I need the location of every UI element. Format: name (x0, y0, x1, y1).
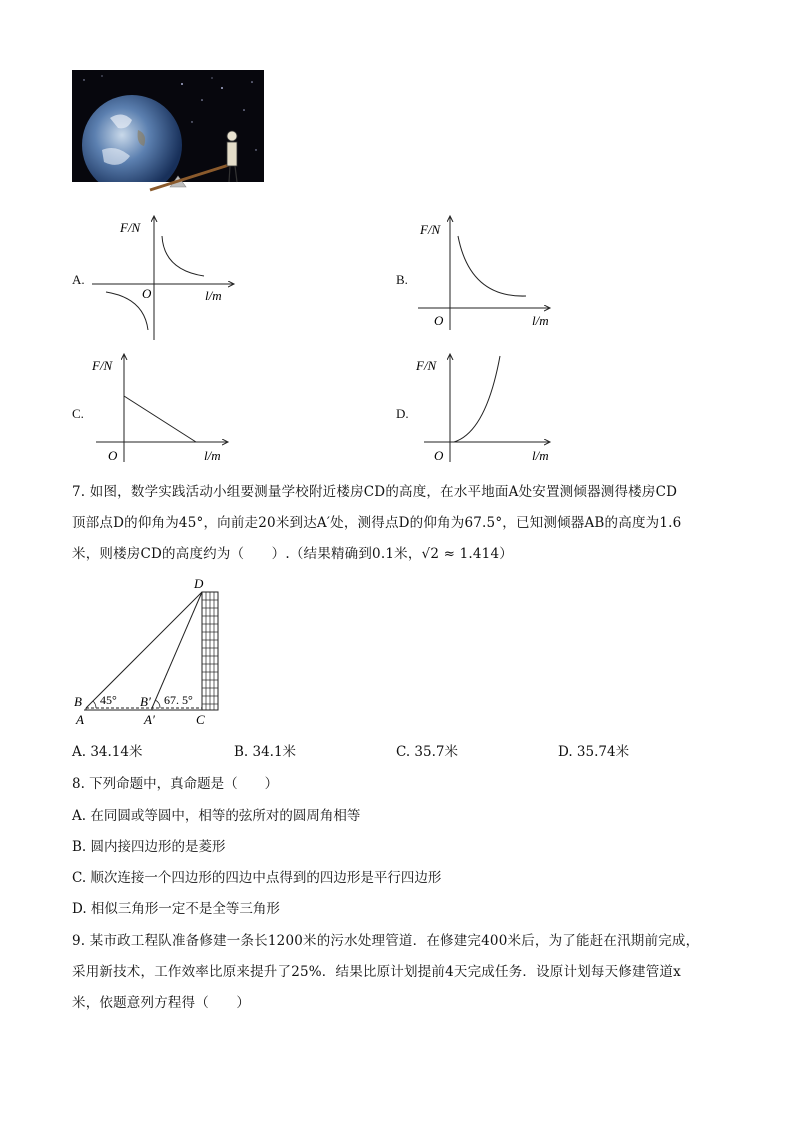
q8-stem: 8. 下列命题中，真命题是（ ） (72, 776, 279, 792)
graph-d-ylabel: F/N (416, 358, 437, 373)
option-b-label: B. (396, 272, 408, 287)
q7-option-d: D. 35.74米 (558, 744, 630, 760)
q7-line-3: 米，则楼房CD的高度约为（ ）.（结果精确到0.1米，√2 ≈ 1.414） (72, 546, 513, 562)
graph-a-hyperbola (92, 212, 242, 342)
graph-c-xlabel: l/m (204, 448, 221, 463)
q8-option-d: D. 相似三角形一定不是全等三角形 (72, 901, 280, 917)
option-c-label: C. (72, 406, 84, 421)
graph-b-origin: O (434, 313, 444, 328)
graph-c-ylabel: F/N (92, 358, 113, 373)
q7-label-a-prime: A′ (144, 712, 155, 727)
earth-lever-picture (72, 70, 264, 194)
q7-line-2: 顶部点D的仰角为45°，向前走20米到达A′处，测得点D的仰角为67.5°，已知测倾器AB的高度为1.6 (72, 515, 682, 531)
q7-label-b: B (74, 694, 82, 709)
q7-label-a: A (76, 712, 84, 727)
q7-building-figure (72, 578, 232, 730)
q7-label-d: D (194, 578, 204, 591)
q7-option-b: B. 34.1米 (234, 744, 297, 760)
q7-label-b-prime: B′ (140, 694, 151, 709)
q8-option-a: A. 在同圆或等圆中，相等的弦所对的圆周角相等 (72, 808, 361, 824)
q7-label-c: C (196, 712, 205, 727)
option-a-label: A. (72, 272, 85, 287)
q9-line-2: 采用新技术，工作效率比原来提升了25%．结果比原计划提前4天完成任务．设原计划每天修建管道x (72, 964, 681, 980)
graph-b-ylabel: F/N (420, 222, 441, 237)
graph-c-origin: O (108, 448, 118, 463)
q8-option-c: C. 顺次连接一个四边形的四边中点得到的四边形是平行四边形 (72, 870, 442, 886)
q7-option-c: C. 35.7米 (396, 744, 458, 760)
q7-line-1: 7. 如图，数学实践活动小组要测量学校附近楼房CD的高度，在水平地面A处安置测倾器测得楼房CD (72, 484, 678, 500)
q8-option-b: B. 圆内接四边形的是菱形 (72, 839, 226, 855)
graph-c-line (92, 352, 242, 464)
graph-b-curve (414, 212, 564, 337)
graph-a-xlabel: l/m (205, 288, 222, 303)
option-d-label: D. (396, 406, 409, 421)
q7-option-a: A. 34.14米 (72, 744, 143, 760)
graph-a-ylabel: F/N (120, 220, 141, 235)
graph-d-curve (414, 352, 564, 464)
graph-b-xlabel: l/m (532, 313, 549, 328)
graph-d-xlabel: l/m (532, 448, 549, 463)
q7-angle-45: 45° (100, 693, 117, 707)
q9-line-3: 米，依题意列方程得（ ） (72, 995, 251, 1011)
graph-a-origin: O (142, 286, 152, 301)
q9-line-1: 9. 某市政工程队准备修建一条长1200米的污水处理管道．在修建完400米后，为了能赶在汛期前完成， (72, 933, 700, 949)
graph-d-origin: O (434, 448, 444, 463)
q7-angle-67-5: 67. 5° (164, 693, 193, 707)
